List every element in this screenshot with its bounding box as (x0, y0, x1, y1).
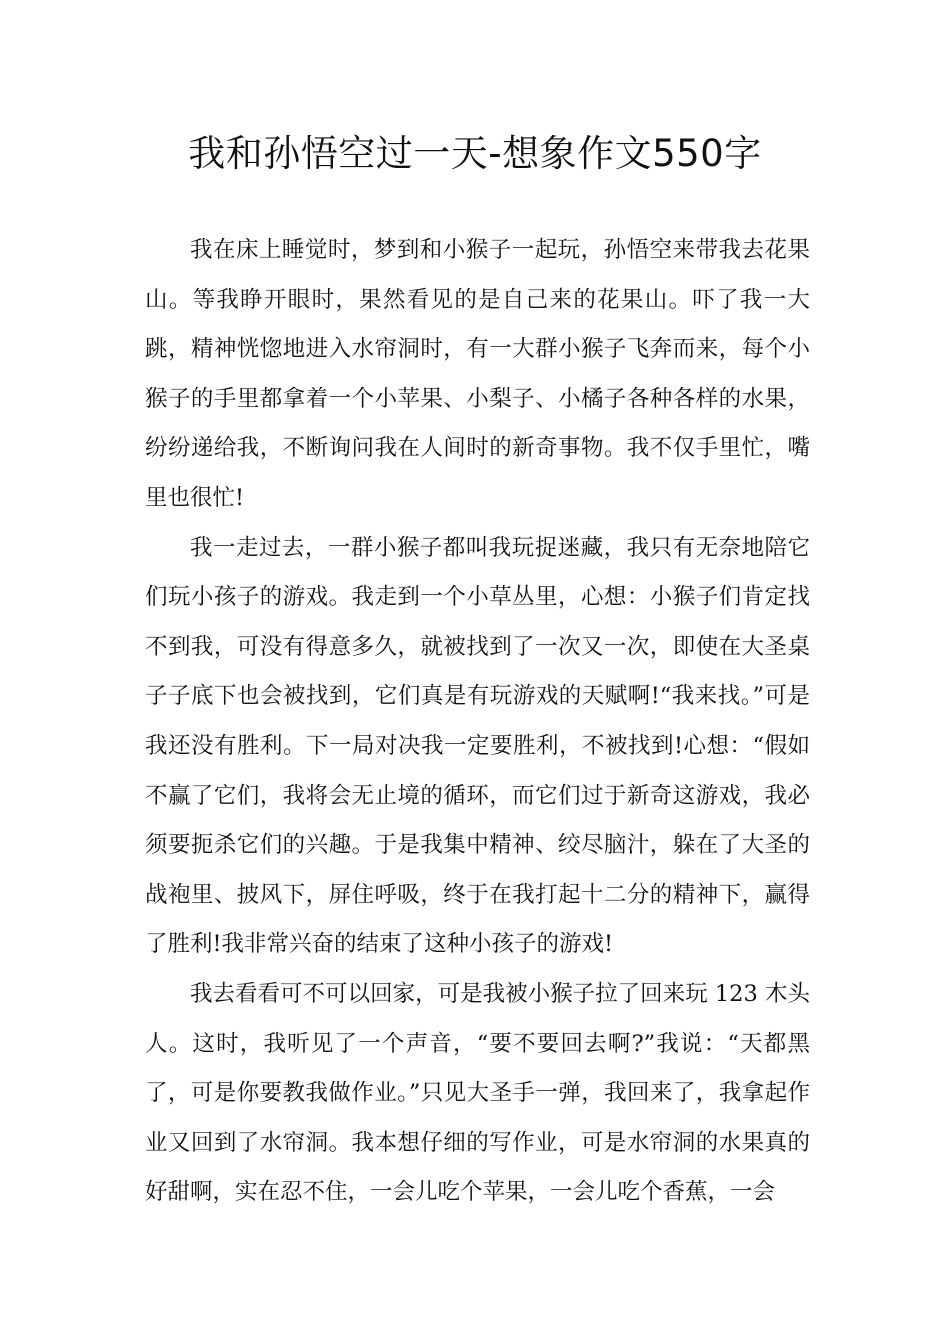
paragraph: 我去看看可不可以回家，可是我被小猴子拉了回来玩 123 木头人。这时，我听见了一个声音，“要不要回去啊?”我说：“天都黑了，可是你要教我做作业。”只见大圣手一弹，我回来了，我拿起作业又回到了水帘洞。我本想仔细的写作业，可是水帘洞的水果真的好甜啊，实在忍不住，一会儿吃个苹果，一会儿吃个香蕉，一会 (145, 980, 810, 1206)
paragraph: 我在床上睡觉时，梦到和小猴子一起玩，孙悟空来带我去花果山。等我睁开眼时，果然看见的是自己来的花果山。吓了我一大跳，精神恍惚地进入水帘洞时，有一大群小猴子飞奔而来，每个小猴子的手里都拿着一个小苹果、小梨子、小橘子各种各样的水果，纷纷递给我，不断询问我在人间时的新奇事物。我不仅手里忙，嘴里也很忙! (145, 237, 810, 511)
document-title: 我和孙悟空过一天-想象作文550字 (188, 132, 762, 175)
paragraph: 我一走过去，一群小猴子都叫我玩捉迷藏，我只有无奈地陪它们玩小孩子的游戏。我走到一个小草丛里，心想：小猴子们肯定找不到我，可没有得意多久，就被找到了一次又一次，即使在大圣桌子子底下也会被找到，它们真是有玩游戏的天赋啊!“我来找。”可是我还没有胜利。下一局对决我一定要胜利，不被找到!心想：“假如不赢了它们，我将会无止境的循环，而它们过于新奇这游戏，我必须要扼杀它们的兴趣。于是我集中精神、绞尽脑汁，躲在了大圣的战袍里、披风下，屏住呼吸，终于在我打起十二分的精神下，赢得了胜利!我非常兴奋的结束了这种小孩子的游戏! (145, 534, 810, 958)
document-body (145, 226, 810, 1218)
